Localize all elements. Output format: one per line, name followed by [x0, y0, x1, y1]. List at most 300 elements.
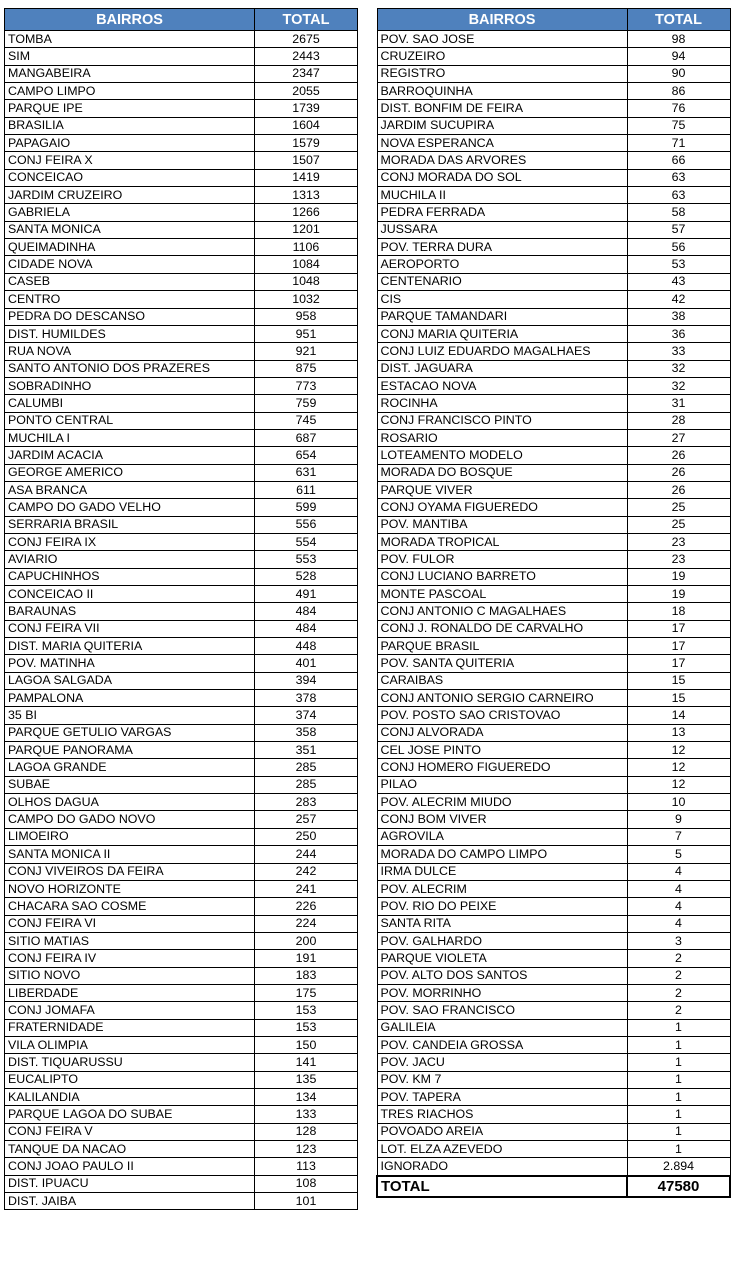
neighborhood-name: CAMPO LIMPO: [5, 83, 255, 100]
neighborhood-total: 150: [255, 1036, 358, 1053]
neighborhood-name: PAPAGAIO: [5, 135, 255, 152]
neighborhood-name: JARDIM ACACIA: [5, 447, 255, 464]
neighborhood-total: 15: [627, 690, 730, 707]
table-row: [377, 690, 730, 707]
table-row: [5, 187, 358, 204]
neighborhood-total: 4: [627, 898, 730, 915]
neighborhood-name: CONJ HOMERO FIGUEREDO: [377, 759, 627, 776]
table-row: [377, 1088, 730, 1105]
neighborhood-total: 12: [627, 742, 730, 759]
neighborhood-name: GEORGE AMERICO: [5, 464, 255, 481]
grand-total-row: [377, 1176, 730, 1197]
neighborhood-total: 141: [255, 1054, 358, 1071]
neighborhood-total: 285: [255, 776, 358, 793]
neighborhood-name: CONJ LUCIANO BARRETO: [377, 568, 627, 585]
table-row: [377, 1019, 730, 1036]
neighborhood-total: 153: [255, 1002, 358, 1019]
neighborhood-name: MORADA DAS ARVORES: [377, 152, 627, 169]
neighborhood-name: SITIO MATIAS: [5, 932, 255, 949]
table-row: [377, 846, 730, 863]
neighborhood-name: JUSSARA: [377, 221, 627, 238]
table-row: [377, 187, 730, 204]
table-row: [5, 846, 358, 863]
table-row: [5, 1019, 358, 1036]
table-row: [5, 742, 358, 759]
neighborhood-total: 113: [255, 1158, 358, 1175]
table-body: [377, 31, 730, 1176]
neighborhood-name: POV. SANTA QUITERIA: [377, 655, 627, 672]
neighborhood-total: 191: [255, 950, 358, 967]
neighborhood-total: 63: [627, 169, 730, 186]
neighborhood-total: 10: [627, 794, 730, 811]
table-row: [377, 447, 730, 464]
table-row: [5, 481, 358, 498]
neighborhood-total: 12: [627, 759, 730, 776]
table-row: [5, 690, 358, 707]
table-row: [5, 48, 358, 65]
table-row: [377, 31, 730, 48]
table-row: [5, 273, 358, 290]
neighborhood-total: 1579: [255, 135, 358, 152]
table-row: [5, 1002, 358, 1019]
table-row: [377, 291, 730, 308]
table-row: [377, 880, 730, 897]
neighborhood-total: 556: [255, 516, 358, 533]
neighborhood-total: 250: [255, 828, 358, 845]
neighborhood-total: 1419: [255, 169, 358, 186]
neighborhood-name: NOVO HORIZONTE: [5, 880, 255, 897]
table-row: [377, 1071, 730, 1088]
neighborhood-total: 153: [255, 1019, 358, 1036]
table-row: [377, 499, 730, 516]
neighborhood-total: 242: [255, 863, 358, 880]
neighborhood-name: MUCHILA II: [377, 187, 627, 204]
table-row: [377, 1158, 730, 1176]
table-row: [5, 1193, 358, 1210]
table-row: [377, 152, 730, 169]
neighborhood-name: POV. CANDEIA GROSSA: [377, 1036, 627, 1053]
neighborhood-name: MONTE PASCOAL: [377, 586, 627, 603]
neighborhood-name: CONJ VIVEIROS DA FEIRA: [5, 863, 255, 880]
table-row: [5, 1054, 358, 1071]
neighborhood-total: 491: [255, 586, 358, 603]
neighborhood-name: POV. MATINHA: [5, 655, 255, 672]
neighborhood-total: 25: [627, 516, 730, 533]
neighborhood-name: PARQUE VIOLETA: [377, 950, 627, 967]
table-row: [5, 655, 358, 672]
table-row: [5, 586, 358, 603]
neighborhood-total: 2: [627, 967, 730, 984]
table-row: [377, 1054, 730, 1071]
table-row: [377, 83, 730, 100]
neighborhood-name: ASA BRANCA: [5, 481, 255, 498]
neighborhood-name: CONJ FEIRA V: [5, 1123, 255, 1140]
neighborhood-total: 36: [627, 325, 730, 342]
table-row: [5, 967, 358, 984]
neighborhood-name: PEDRA DO DESCANSO: [5, 308, 255, 325]
neighborhood-name: PONTO CENTRAL: [5, 412, 255, 429]
neighborhood-name: MORADA DO BOSQUE: [377, 464, 627, 481]
neighborhood-name: LAGOA GRANDE: [5, 759, 255, 776]
neighborhood-total: 2.894: [627, 1158, 730, 1176]
neighborhood-name: GALILEIA: [377, 1019, 627, 1036]
neighborhood-total: 14: [627, 707, 730, 724]
neighborhood-total: 351: [255, 742, 358, 759]
neighborhood-name: TOMBA: [5, 31, 255, 48]
table-row: [377, 707, 730, 724]
neighborhood-total: 32: [627, 377, 730, 394]
neighborhood-total: 921: [255, 343, 358, 360]
neighborhood-name: MORADA DO CAMPO LIMPO: [377, 846, 627, 863]
neighborhood-name: LAGOA SALGADA: [5, 672, 255, 689]
neighborhood-total: 9: [627, 811, 730, 828]
table-row: [5, 100, 358, 117]
neighborhood-total: 58: [627, 204, 730, 221]
table-row: [377, 65, 730, 82]
table-row: [377, 742, 730, 759]
neighborhood-total: 631: [255, 464, 358, 481]
neighborhood-name: ESTACAO NOVA: [377, 377, 627, 394]
neighborhood-name: CRUZEIRO: [377, 48, 627, 65]
grand-total-value: 47580: [627, 1176, 730, 1197]
neighborhood-total: 528: [255, 568, 358, 585]
neighborhood-total: 53: [627, 256, 730, 273]
neighborhood-total: 108: [255, 1175, 358, 1192]
neighborhood-total: 17: [627, 620, 730, 637]
neighborhood-name: CONJ FEIRA X: [5, 152, 255, 169]
neighborhood-total: 257: [255, 811, 358, 828]
neighborhood-name: CIS: [377, 291, 627, 308]
neighborhood-name: LOT. ELZA AZEVEDO: [377, 1141, 627, 1158]
neighborhood-name: POV. ALECRIM: [377, 880, 627, 897]
neighborhood-total: 128: [255, 1123, 358, 1140]
neighborhood-name: CONJ JOAO PAULO II: [5, 1158, 255, 1175]
neighborhood-name: DIST. TIQUARUSSU: [5, 1054, 255, 1071]
neighborhood-total: 28: [627, 412, 730, 429]
neighborhood-name: MORADA TROPICAL: [377, 533, 627, 550]
neighborhood-total: 1266: [255, 204, 358, 221]
table-row: [5, 1088, 358, 1105]
neighborhood-name: POV. MANTIBA: [377, 516, 627, 533]
neighborhood-name: LIMOEIRO: [5, 828, 255, 845]
table-row: [5, 31, 358, 48]
neighborhood-total: 1: [627, 1141, 730, 1158]
neighborhood-name: ROSARIO: [377, 429, 627, 446]
neighborhood-name: PARQUE GETULIO VARGAS: [5, 724, 255, 741]
table-row: [5, 880, 358, 897]
neighborhood-total: 611: [255, 481, 358, 498]
neighborhood-total: 175: [255, 984, 358, 1001]
neighborhood-total: 283: [255, 794, 358, 811]
table-row: [377, 967, 730, 984]
neighborhood-name: SIM: [5, 48, 255, 65]
table-row: [5, 707, 358, 724]
neighborhood-name: DIST. JAIBA: [5, 1193, 255, 1210]
neighborhood-total: 394: [255, 672, 358, 689]
neighborhood-name: CHACARA SAO COSME: [5, 898, 255, 915]
table-row: [377, 464, 730, 481]
table-row: [5, 603, 358, 620]
neighborhood-name: POV. ALTO DOS SANTOS: [377, 967, 627, 984]
neighborhood-name: PARQUE IPE: [5, 100, 255, 117]
neighborhood-total: 554: [255, 533, 358, 550]
table-row: [5, 828, 358, 845]
neighborhood-name: TRES RIACHOS: [377, 1106, 627, 1123]
table-row: [5, 308, 358, 325]
neighborhood-total: 1: [627, 1019, 730, 1036]
table-row: [377, 412, 730, 429]
neighborhood-total: 200: [255, 932, 358, 949]
table-row: [5, 950, 358, 967]
neighborhood-total: 2: [627, 1002, 730, 1019]
bairros-header: BAIRROS: [377, 9, 627, 31]
neighborhood-name: DIST. JAGUARA: [377, 360, 627, 377]
table-row: [5, 568, 358, 585]
neighborhood-total: 19: [627, 586, 730, 603]
neighborhood-name: CONJ FEIRA VI: [5, 915, 255, 932]
table-row: [377, 117, 730, 134]
neighborhood-name: POV. ALECRIM MIUDO: [377, 794, 627, 811]
neighborhood-total: 1: [627, 1036, 730, 1053]
neighborhood-name: CONJ FEIRA IV: [5, 950, 255, 967]
table-row: [5, 499, 358, 516]
grand-total-label: TOTAL: [377, 1176, 627, 1197]
neighborhood-name: KALILANDIA: [5, 1088, 255, 1105]
neighborhood-table-left: [4, 8, 358, 1210]
neighborhood-total: 358: [255, 724, 358, 741]
neighborhood-total: 15: [627, 672, 730, 689]
total-header: TOTAL: [255, 9, 358, 31]
neighborhood-total: 1201: [255, 221, 358, 238]
neighborhood-table-right: [376, 8, 731, 1198]
table-row: [5, 152, 358, 169]
neighborhood-total: 1032: [255, 291, 358, 308]
table-row: [5, 516, 358, 533]
neighborhood-total: 94: [627, 48, 730, 65]
neighborhood-name: CIDADE NOVA: [5, 256, 255, 273]
neighborhood-name: ROCINHA: [377, 395, 627, 412]
neighborhood-name: BRASILIA: [5, 117, 255, 134]
table-row: [5, 638, 358, 655]
neighborhood-name: PARQUE BRASIL: [377, 638, 627, 655]
neighborhood-total: 4: [627, 863, 730, 880]
neighborhood-total: 1739: [255, 100, 358, 117]
neighborhood-name: AEROPORTO: [377, 256, 627, 273]
neighborhood-name: LIBERDADE: [5, 984, 255, 1001]
neighborhood-total: 244: [255, 846, 358, 863]
table-row: [377, 360, 730, 377]
table-row: [377, 135, 730, 152]
neighborhood-name: CARAIBAS: [377, 672, 627, 689]
neighborhood-total: 484: [255, 620, 358, 637]
table-row: [5, 1071, 358, 1088]
neighborhood-name: SOBRADINHO: [5, 377, 255, 394]
table-row: [377, 204, 730, 221]
neighborhood-name: CAPUCHINHOS: [5, 568, 255, 585]
neighborhood-name: POV. FULOR: [377, 551, 627, 568]
neighborhood-total: 18: [627, 603, 730, 620]
table-row: [5, 1158, 358, 1175]
neighborhood-total: 123: [255, 1141, 358, 1158]
neighborhood-total: 71: [627, 135, 730, 152]
neighborhood-name: CAMPO DO GADO NOVO: [5, 811, 255, 828]
neighborhood-total: 23: [627, 551, 730, 568]
table-row: [377, 325, 730, 342]
neighborhood-name: CONJ ANTONIO C MAGALHAES: [377, 603, 627, 620]
table-row: [377, 239, 730, 256]
table-row: [5, 239, 358, 256]
neighborhood-total: 26: [627, 481, 730, 498]
neighborhood-name: PARQUE LAGOA DO SUBAE: [5, 1106, 255, 1123]
neighborhood-name: CENTRO: [5, 291, 255, 308]
neighborhood-total: 599: [255, 499, 358, 516]
neighborhood-total: 2443: [255, 48, 358, 65]
bairros-header: BAIRROS: [5, 9, 255, 31]
neighborhood-total: 958: [255, 308, 358, 325]
neighborhood-name: JARDIM CRUZEIRO: [5, 187, 255, 204]
neighborhood-total: 2: [627, 950, 730, 967]
table-row: [377, 1002, 730, 1019]
neighborhood-name: SUBAE: [5, 776, 255, 793]
table-row: [5, 395, 358, 412]
table-row: [377, 655, 730, 672]
neighborhood-total: 1507: [255, 152, 358, 169]
neighborhood-total: 378: [255, 690, 358, 707]
neighborhood-name: POV. RIO DO PEIXE: [377, 898, 627, 915]
neighborhood-total: 401: [255, 655, 358, 672]
table-row: [5, 135, 358, 152]
table-row: [377, 516, 730, 533]
table-row: [377, 100, 730, 117]
table-row: [377, 221, 730, 238]
neighborhood-total: 76: [627, 100, 730, 117]
neighborhood-total: 5: [627, 846, 730, 863]
neighborhood-total: 25: [627, 499, 730, 516]
neighborhood-total: 17: [627, 638, 730, 655]
table-row: [377, 759, 730, 776]
neighborhood-total: 4: [627, 880, 730, 897]
neighborhood-total: 56: [627, 239, 730, 256]
neighborhood-total: 133: [255, 1106, 358, 1123]
table-row: [377, 586, 730, 603]
neighborhood-total: 19: [627, 568, 730, 585]
neighborhood-total: 12: [627, 776, 730, 793]
table-row: [377, 533, 730, 550]
table-row: [5, 65, 358, 82]
table-row: [5, 1141, 358, 1158]
neighborhood-name: IRMA DULCE: [377, 863, 627, 880]
neighborhood-name: CONJ JOMAFA: [5, 1002, 255, 1019]
neighborhood-total: 875: [255, 360, 358, 377]
neighborhood-name: GABRIELA: [5, 204, 255, 221]
table-row: [5, 377, 358, 394]
table-row: [5, 759, 358, 776]
neighborhood-total: 1313: [255, 187, 358, 204]
table-row: [5, 169, 358, 186]
table-row: [5, 256, 358, 273]
table-row: [5, 325, 358, 342]
neighborhood-name: JARDIM SUCUPIRA: [377, 117, 627, 134]
neighborhood-name: CONJ MARIA QUITERIA: [377, 325, 627, 342]
table-row: [5, 620, 358, 637]
neighborhood-name: PARQUE VIVER: [377, 481, 627, 498]
neighborhood-name: CEL JOSE PINTO: [377, 742, 627, 759]
header-row: [377, 9, 730, 31]
table-row: [377, 169, 730, 186]
neighborhood-total: 98: [627, 31, 730, 48]
table-row: [5, 724, 358, 741]
table-row: [5, 551, 358, 568]
table-row: [5, 1175, 358, 1192]
table-row: [377, 794, 730, 811]
table-row: [377, 481, 730, 498]
table-row: [377, 776, 730, 793]
neighborhood-name: POV. KM 7: [377, 1071, 627, 1088]
table-row: [377, 672, 730, 689]
neighborhood-total: 63: [627, 187, 730, 204]
neighborhood-name: SANTA MONICA II: [5, 846, 255, 863]
neighborhood-name: MANGABEIRA: [5, 65, 255, 82]
neighborhood-total: 1106: [255, 239, 358, 256]
neighborhood-total: 4: [627, 915, 730, 932]
neighborhood-name: AGROVILA: [377, 828, 627, 845]
table-body: [5, 31, 358, 1210]
neighborhood-name: DIST. IPUACU: [5, 1175, 255, 1192]
neighborhood-name: DIST. BONFIM DE FEIRA: [377, 100, 627, 117]
neighborhood-total: 101: [255, 1193, 358, 1210]
neighborhood-name: CONCEICAO: [5, 169, 255, 186]
table-row: [377, 1106, 730, 1123]
neighborhood-total: 43: [627, 273, 730, 290]
neighborhood-name: POV. POSTO SAO CRISTOVAO: [377, 707, 627, 724]
table-row: [5, 447, 358, 464]
neighborhood-name: SITIO NOVO: [5, 967, 255, 984]
neighborhood-name: AVIARIO: [5, 551, 255, 568]
table-row: [5, 464, 358, 481]
neighborhood-total: 374: [255, 707, 358, 724]
table-row: [377, 950, 730, 967]
neighborhood-total: 66: [627, 152, 730, 169]
table-row: [377, 898, 730, 915]
neighborhood-total: 23: [627, 533, 730, 550]
neighborhood-total: 745: [255, 412, 358, 429]
neighborhood-name: SANTA MONICA: [5, 221, 255, 238]
neighborhood-name: POVOADO AREIA: [377, 1123, 627, 1140]
neighborhood-total: 226: [255, 898, 358, 915]
neighborhood-name: CONCEICAO II: [5, 586, 255, 603]
table-row: [377, 568, 730, 585]
neighborhood-name: BARAUNAS: [5, 603, 255, 620]
neighborhood-name: CONJ FRANCISCO PINTO: [377, 412, 627, 429]
table-row: [377, 395, 730, 412]
total-header: TOTAL: [627, 9, 730, 31]
table-row: [5, 863, 358, 880]
neighborhood-name: 35 BI: [5, 707, 255, 724]
neighborhood-name: SANTA RITA: [377, 915, 627, 932]
neighborhood-name: DIST. HUMILDES: [5, 325, 255, 342]
neighborhood-total: 1084: [255, 256, 358, 273]
neighborhood-total: 2675: [255, 31, 358, 48]
neighborhood-name: POV. TAPERA: [377, 1088, 627, 1105]
neighborhood-total: 1604: [255, 117, 358, 134]
neighborhood-total: 1: [627, 1071, 730, 1088]
table-row: [5, 776, 358, 793]
neighborhood-total: 27: [627, 429, 730, 446]
neighborhood-name: EUCALIPTO: [5, 1071, 255, 1088]
neighborhood-total: 1: [627, 1088, 730, 1105]
neighborhood-total: 224: [255, 915, 358, 932]
table-row: [5, 83, 358, 100]
